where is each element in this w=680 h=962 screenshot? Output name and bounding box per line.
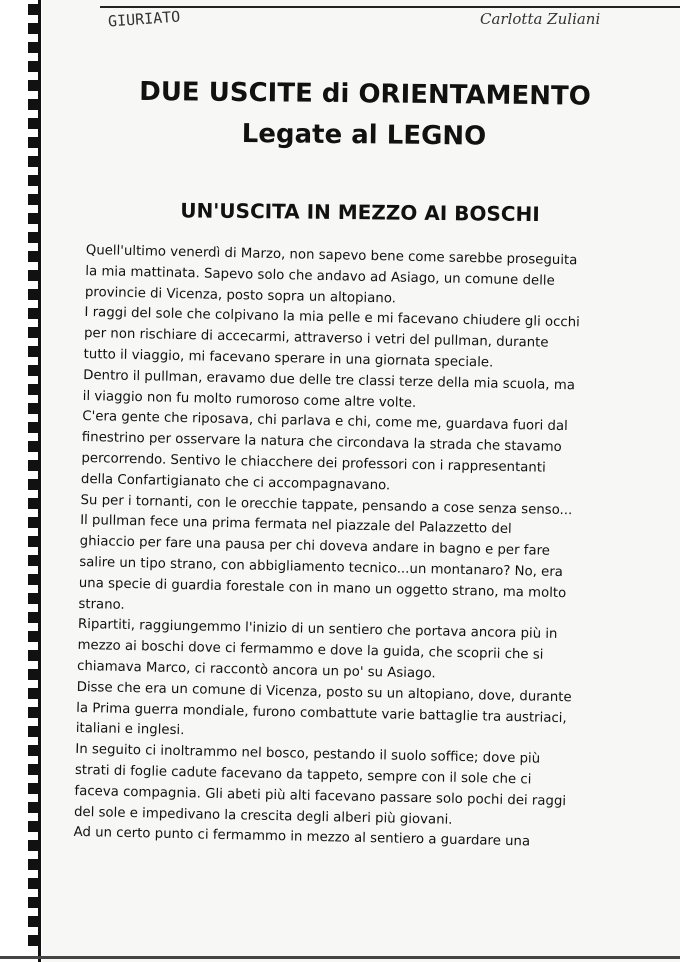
text-line: Ripartiti, raggiungemmo l'inizio di un sentiero che portava ancora più in (77, 617, 558, 643)
text-line: percorrendo. Sentivo le chiacchere dei professori con i rappresentanti (81, 450, 546, 476)
bottom-edge (0, 956, 680, 959)
text-line: provincie di Vicenza, posto sopra un altopiano. (84, 284, 397, 307)
text-line: ghiaccio per fare una pausa per chi doveva andare in bagno e per fare (79, 534, 551, 559)
document-title-line1: DUE USCITE di ORIENTAMENTO (139, 76, 591, 112)
text-line: Su per i tornanti, con le orecchie tappate, pensando a cose senza senso... (80, 492, 573, 518)
text-line: la mia mattinata. Sapevo solo che andavo ad Asiago, un comune delle (85, 263, 555, 289)
text-line: strano. (78, 596, 125, 613)
text-line: faceva compagnia. Gli abeti più alti facevano passare solo pochi dei raggi (74, 783, 567, 809)
text-line: finestrino per osservare la natura che circondava la strada che stavamo (81, 430, 562, 456)
text-line: per non rischiare di accecarmi, attraverso i vetri del pullman, durante (83, 326, 549, 351)
handwritten-note-left: GIURIATO (107, 7, 181, 31)
text-line: italiani e inglesi. (75, 721, 185, 739)
text-line: C'era gente che riposava, chi parlava e chi, come me, guardava fuori dal (82, 409, 568, 435)
text-line: Dentro il pullman, eravamo due delle tre classi terze della mia scuola, ma (83, 367, 576, 394)
text-line: I raggi del sole che colpivano la mia pelle e mi facevano chiudere gli occhi (84, 305, 580, 331)
text-line: del sole e impedivano la crescita degli alberi più giovani. (73, 804, 453, 828)
text-line: la Prima guerra mondiale, furono combattute varie battaglie tra austriaci, (76, 700, 567, 726)
top-rule (100, 6, 680, 8)
handwritten-author-name: Carlotta Zuliani (480, 10, 601, 28)
text-line: salire un tipo strano, con abbigliamento tecnico...un montanaro? No, era (79, 554, 564, 581)
text-line: tutto il viaggio, mi facevano sperare in una giornata speciale. (83, 346, 494, 371)
document-title-line2: Legate al LEGNO (241, 118, 487, 152)
text-line: il viaggio non fu molto rumoroso come altre volte. (82, 388, 417, 411)
body-text (73, 241, 646, 856)
text-line: Ad un certo punto ci fermammo in mezzo al sentiero a guardare una (73, 825, 531, 850)
text-line: strati di foglie cadute facevano da tappeto, sempre con il sole che ci (74, 762, 532, 788)
text-line: una specie di guardia forestale con in mano un oggetto strano, ma molto (78, 575, 567, 601)
text-line: Disse che era un comune di Vicenza, posto su un altopiano, dove, durante (76, 679, 572, 706)
text-line: In seguito ci inoltrammo nel bosco, pestando il suolo soffice; dove più (75, 742, 541, 767)
text-line: Il pullman fece una prima fermata nel piazzale del Palazzetto del (79, 513, 512, 538)
text-line: della Confartigianato che ci accompagnavano. (80, 471, 391, 494)
text-line: Quell'ultimo venerdì di Marzo, non sapevo bene come sarebbe proseguita (85, 242, 578, 269)
text-line: chiamava Marco, ci raccontò ancora un po' su Asiago. (76, 658, 436, 682)
section-heading: UN'USCITA IN MEZZO AI BOSCHI (180, 198, 540, 227)
text-line: mezzo ai boschi dove ci fermammo e dove la guida, che scoprii che si (77, 638, 544, 663)
